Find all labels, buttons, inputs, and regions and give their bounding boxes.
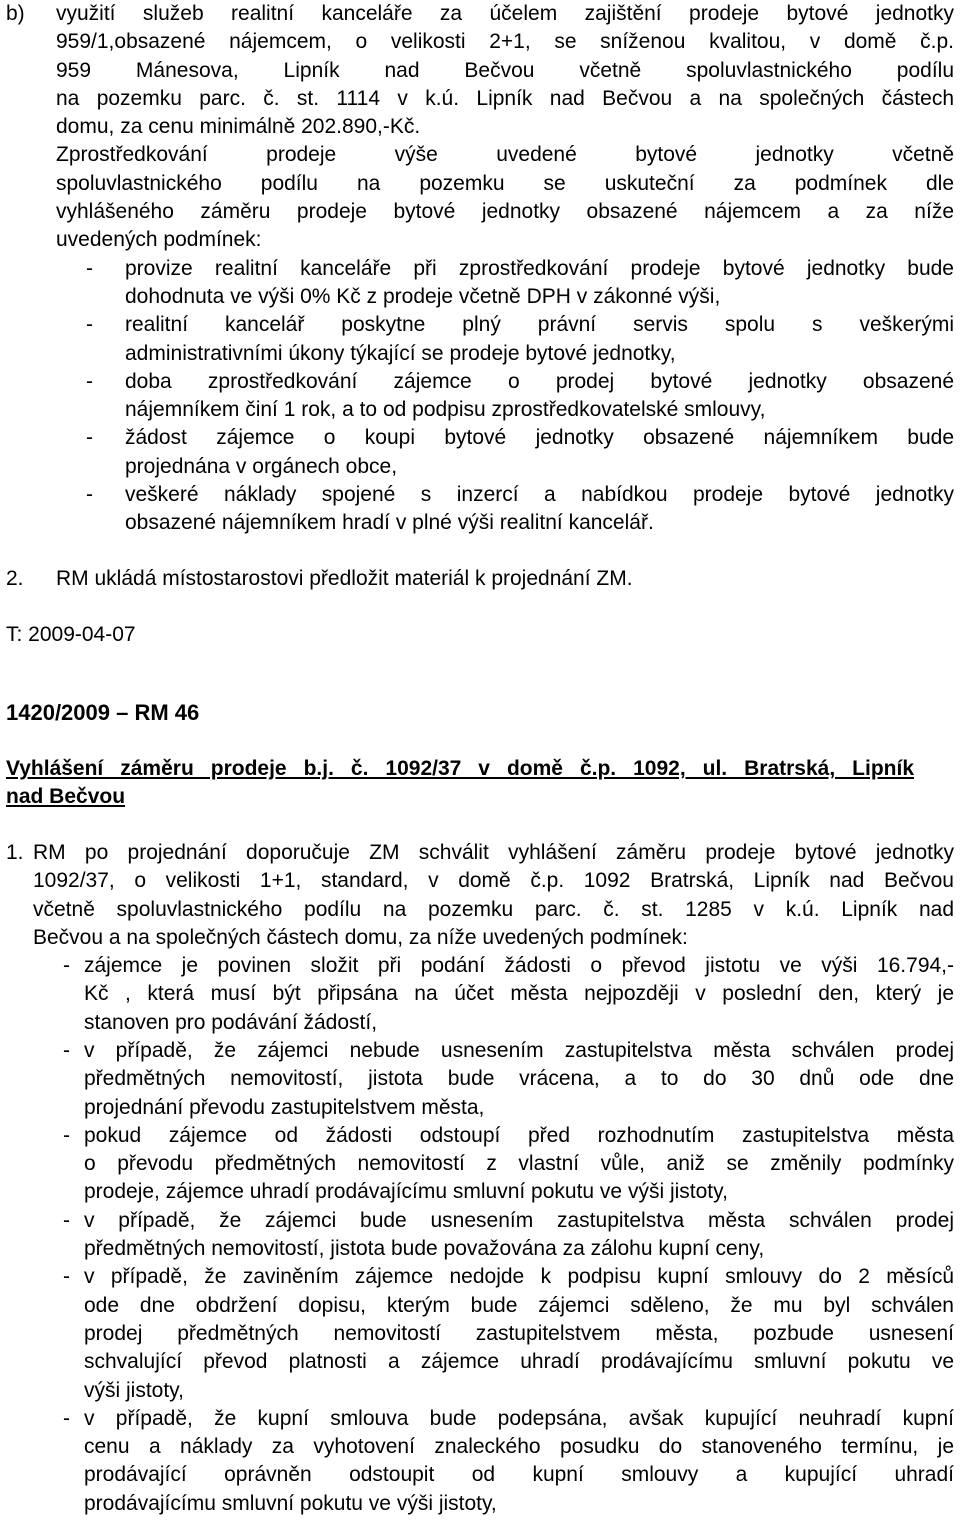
bullet-line: projednána v orgánech obce,	[125, 454, 398, 478]
bullet-line: realitní kancelář poskytne plný právní servis spolu s veškerými	[125, 313, 954, 337]
section-b-line: využití služeb realitní kanceláře za účelem zajištění prodeje bytové jednotky	[56, 2, 954, 25]
section-b-line: 959 Mánesova, Lipník nad Bečvou včetně spoluvlastnického podílu	[56, 58, 954, 82]
item-number: 1.	[6, 840, 24, 864]
bullet-line: prodeje, zájemce uhradí prodávajícímu smluvní pokutu ve výši jistoty,	[84, 1180, 728, 1204]
bullet-dash: -	[86, 369, 93, 393]
bullet-line: schvalující převod platnosti a zájemce uhradí prodávajícímu smluvní pokutu ve	[84, 1350, 954, 1374]
bullet-dash: -	[63, 954, 70, 978]
bullet-line: stanoven pro podávání žádostí,	[84, 1010, 378, 1034]
bullet-line: zájemce je povinen složit při podání žádosti o převod jistotu ve výši 16.794,-	[84, 954, 954, 978]
section-b-line: uvedených podmínek:	[56, 228, 262, 252]
bullet-line: provize realitní kanceláře při zprostředkování prodeje bytové jednotky bude	[125, 256, 954, 280]
bullet-dash: -	[86, 256, 93, 280]
bullet-line: doba zprostředkování zájemce o prodej bytové jednotky obsazené	[125, 369, 954, 393]
bullet-line: prodej předmětných nemovitostí zastupitelstvem města, pozbude usnesení	[84, 1321, 954, 1345]
item-line: Bečvou a na společných částech domu, za níže uvedených podmínek:	[33, 925, 688, 949]
resolution-title: Vyhlášení záměru prodeje b.j. č. 1092/37 v domě č.p. 1092, ul. Bratrská, Lipník	[6, 757, 914, 781]
bullet-dash: -	[86, 482, 93, 506]
bullet-dash: -	[63, 1039, 70, 1063]
deadline: T: 2009-04-07	[6, 623, 136, 647]
bullet-line: obsazené nájemníkem hradí v plné výši realitní kancelář.	[125, 511, 654, 535]
resolution-title: nad Bečvou	[6, 785, 126, 809]
item-line: 1092/37, o velikosti 1+1, standard, v domě č.p. 1092 Bratrská, Lipník nad Bečvou	[33, 869, 954, 893]
section-b-line: vyhlášeného záměru prodeje bytové jednotky obsazené nájemcem a za níže	[56, 200, 954, 224]
bullet-line: v případě, že zájemci nebude usnesením zastupitelstva města schválen prodej	[84, 1039, 954, 1063]
bullet-line: nájemníkem činí 1 rok, a to od podpisu zprostředkovatelské smlouvy,	[125, 398, 766, 422]
bullet-line: žádost zájemce o koupi bytové jednotky obsazené nájemníkem bude	[125, 426, 954, 450]
bullet-line: výši jistoty,	[84, 1378, 184, 1402]
bullet-line: předmětných nemovitostí, jistota bude vrácena, a to do 30 dnů ode dne	[84, 1067, 954, 1091]
bullet-line: o převodu předmětných nemovitostí z vlastní vůle, aniž se změnily podmínky	[84, 1152, 954, 1176]
bullet-line: dohodnuta ve výši 0% Kč z prodeje včetně DPH v zákonné výši,	[125, 284, 721, 308]
bullet-line: cenu a náklady za vyhotovení znaleckého posudku do stanoveného termínu, je	[84, 1435, 954, 1459]
bullet-dash: -	[86, 313, 93, 337]
item-text: RM ukládá místostarostovi předložit materiál k projednání ZM.	[56, 566, 633, 590]
bullet-dash: -	[86, 426, 93, 450]
section-b-line: na pozemku parc. č. st. 1114 v k.ú. Lipník nad Bečvou a na společných částech	[56, 86, 954, 110]
resolution-number: 1420/2009 – RM 46	[6, 700, 200, 726]
bullet-line: veškeré náklady spojené s inzercí a nabídkou prodeje bytové jednotky	[125, 482, 954, 506]
section-b-marker: b)	[6, 2, 25, 25]
section-b-line: Zprostředkování prodeje výše uvedené bytové jednotky včetně	[56, 143, 954, 167]
bullet-line: prodávajícímu smluvní pokutu ve výši jistoty,	[84, 1491, 497, 1515]
bullet-line: v případě, že zaviněním zájemce nedojde k podpisu kupní smlouvy do 2 měsíců	[84, 1265, 954, 1289]
bullet-line: Kč , která musí být připsána na účet města nejpozději v poslední den, který je	[84, 982, 954, 1006]
bullet-dash: -	[63, 1265, 70, 1289]
item-line: RM po projednání doporučuje ZM schválit vyhlášení záměru prodeje bytové jednotky	[33, 840, 954, 864]
bullet-line: v případě, že zájemci bude usnesením zastupitelstva města schválen prodej	[84, 1208, 954, 1232]
bullet-dash: -	[63, 1406, 70, 1430]
item-line: včetně spoluvlastnického podílu na pozemku parc. č. st. 1285 v k.ú. Lipník nad	[33, 897, 954, 921]
bullet-dash: -	[63, 1123, 70, 1147]
bullet-line: v případě, že kupní smlouva bude podepsána, avšak kupující neuhradí kupní	[84, 1406, 954, 1430]
bullet-line: ode dne obdržení dopisu, kterým bude zájemci sděleno, že mu byl schválen	[84, 1293, 954, 1317]
bullet-line: administrativními úkony týkající se prodeje bytové jednotky,	[125, 341, 676, 365]
bullet-line: předmětných nemovitostí, jistota bude považována za zálohu kupní ceny,	[84, 1237, 765, 1261]
bullet-line: prodávající oprávněn odstoupit od kupní smlouvy a kupující uhradí	[84, 1463, 954, 1487]
section-b-line: domu, za cenu minimálně 202.890,-Kč.	[56, 115, 421, 139]
section-b-line: 959/1,obsazené nájemcem, o velikosti 2+1, se sníženou kvalitou, v domě č.p.	[56, 30, 954, 54]
item-number: 2.	[6, 566, 24, 590]
bullet-line: projednání převodu zastupitelstvem města,	[84, 1095, 485, 1119]
section-b-line: spoluvlastnického podílu na pozemku se uskuteční za podmínek dle	[56, 171, 954, 195]
bullet-line: pokud zájemce od žádosti odstoupí před rozhodnutím zastupitelstva města	[84, 1123, 954, 1147]
bullet-dash: -	[63, 1208, 70, 1232]
